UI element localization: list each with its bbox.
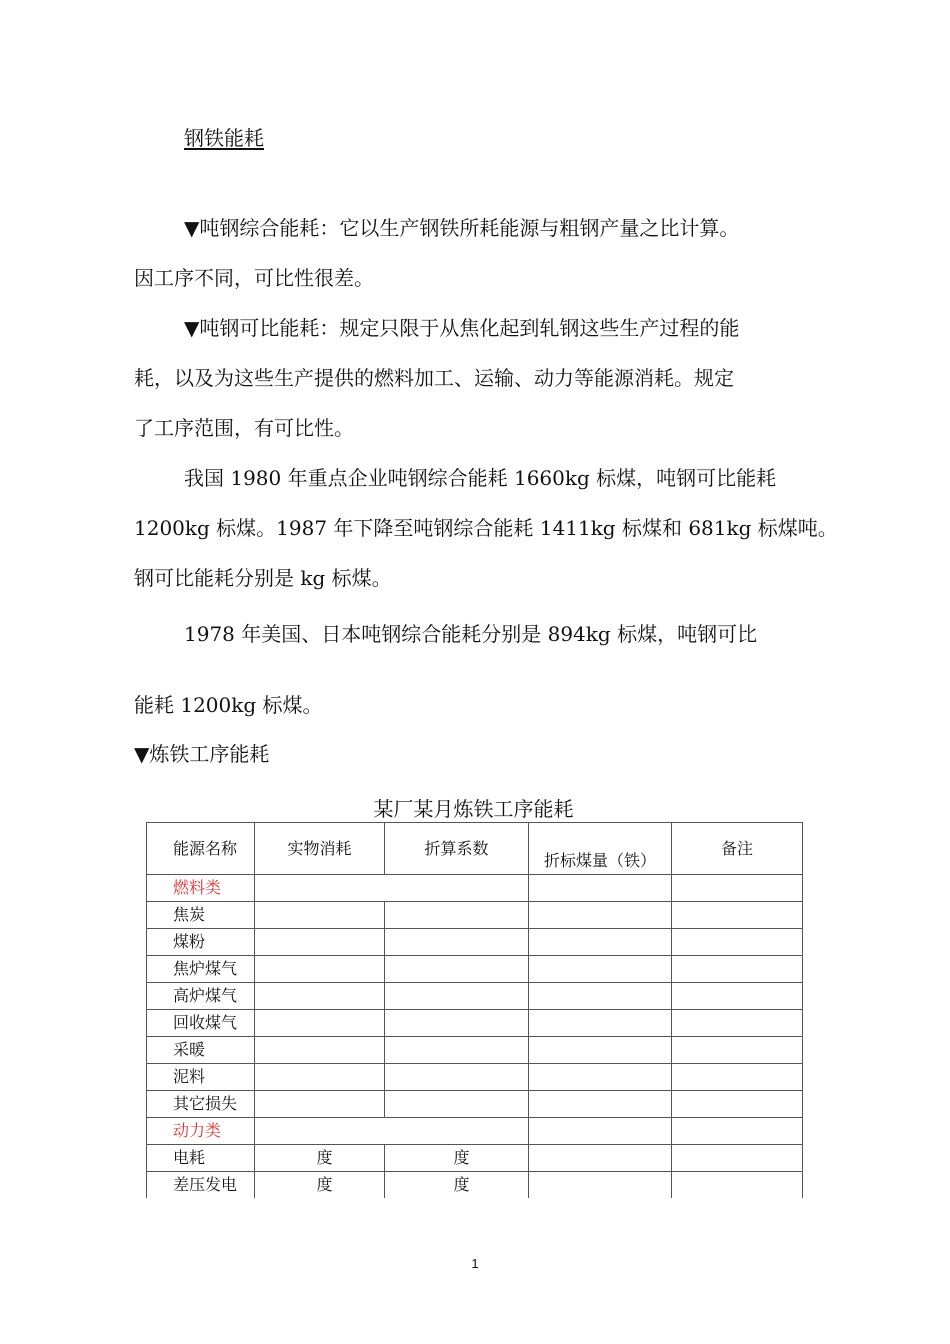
paragraph-line: ▼吨钢可比能耗：规定只限于从焦化起到轧钢这些生产过程的能 (184, 316, 740, 340)
paragraph-line: 因工序不同，可比性很差。 (134, 266, 374, 290)
section-heading: ▼炼铁工序能耗 (134, 742, 270, 766)
table-cell (385, 956, 529, 983)
table-cell (529, 1064, 672, 1091)
category-fuel: 燃料类 (147, 875, 255, 902)
header-physical-consumption: 实物消耗 (255, 823, 385, 875)
table-cell (385, 1091, 529, 1118)
category-row (147, 875, 803, 902)
paragraph-line: 耗，以及为这些生产提供的燃料加工、运输、动力等能源消耗。规定 (134, 366, 734, 390)
table-row (147, 956, 803, 983)
header-standard-coal: 折标煤量（铁） (529, 823, 672, 875)
table-cell (672, 1037, 803, 1064)
table-cell (385, 983, 529, 1010)
table-cell (672, 1091, 803, 1118)
table-cell (529, 1145, 672, 1172)
row-name: 其它损失 (147, 1091, 255, 1118)
table-cell (672, 875, 803, 902)
paragraph-line: 钢可比能耗分别是 kg 标煤。 (134, 566, 392, 590)
table-cell (529, 956, 672, 983)
row-name: 差压发电 (147, 1172, 255, 1199)
table-cell (672, 1145, 803, 1172)
unit-cell: 度 (255, 1172, 385, 1199)
table-cell (529, 1172, 672, 1199)
table-cell (385, 929, 529, 956)
header-conversion-factor: 折算系数 (385, 823, 529, 875)
category-row (147, 1118, 803, 1145)
paragraph-line: 1978 年美国、日本吨钢综合能耗分别是 894kg 标煤，吨钢可比 (184, 622, 758, 646)
table-cell (529, 929, 672, 956)
header-energy-name: 能源名称 (147, 823, 255, 875)
row-name: 泥料 (147, 1064, 255, 1091)
table-cell (385, 1010, 529, 1037)
category-power: 动力类 (147, 1118, 255, 1145)
table-cell (255, 983, 385, 1010)
table-header-row (147, 823, 803, 875)
table-title: 某厂某月炼铁工序能耗 (373, 797, 574, 821)
paragraph-line: 了工序范围，有可比性。 (134, 416, 354, 440)
table-cell (529, 875, 672, 902)
table-cell (255, 1091, 385, 1118)
table-row (147, 983, 803, 1010)
paragraph-line: 1200kg 标煤。1987 年下降至吨钢综合能耗 1411kg 标煤和 681kg 标煤吨。 (134, 516, 838, 540)
table-cell (672, 1118, 803, 1145)
page-number: 1 (471, 1256, 479, 1271)
unit-cell: 度 (385, 1172, 529, 1199)
table-cell (385, 902, 529, 929)
table-cell (385, 1064, 529, 1091)
table-cell (255, 902, 385, 929)
table-row (147, 1145, 803, 1172)
table-row (147, 1010, 803, 1037)
table-cell (529, 902, 672, 929)
table-cell (672, 983, 803, 1010)
document-heading: 钢铁能耗 (184, 126, 264, 150)
energy-table (146, 822, 803, 1198)
table-cell (385, 1037, 529, 1064)
table-cell (672, 1064, 803, 1091)
table-cell (529, 1037, 672, 1064)
paragraph-line: 能耗 1200kg 标煤。 (134, 693, 323, 717)
table-cell (255, 1064, 385, 1091)
table-cell (672, 956, 803, 983)
row-name: 焦炉煤气 (147, 956, 255, 983)
row-name: 采暖 (147, 1037, 255, 1064)
header-remarks: 备注 (672, 823, 803, 875)
table-cell (529, 1091, 672, 1118)
table-cell (255, 875, 529, 902)
table-row (147, 929, 803, 956)
table-cell (255, 1037, 385, 1064)
table-cell (672, 1172, 803, 1199)
table-cell (255, 929, 385, 956)
table-cell (529, 1118, 672, 1145)
table-cell (529, 983, 672, 1010)
row-name: 高炉煤气 (147, 983, 255, 1010)
table-cell (672, 929, 803, 956)
table-row (147, 1064, 803, 1091)
paragraph-line: ▼吨钢综合能耗：它以生产钢铁所耗能源与粗钢产量之比计算。 (184, 216, 740, 240)
table-row (147, 1091, 803, 1118)
table-cell (255, 1010, 385, 1037)
row-name: 焦炭 (147, 902, 255, 929)
table-cell (672, 1010, 803, 1037)
row-name: 电耗 (147, 1145, 255, 1172)
unit-cell: 度 (385, 1145, 529, 1172)
table-row (147, 1037, 803, 1064)
table-cell (529, 1010, 672, 1037)
table-row (147, 1172, 803, 1199)
table-cell (255, 1118, 529, 1145)
unit-cell: 度 (255, 1145, 385, 1172)
table-row (147, 902, 803, 929)
paragraph-line: 我国 1980 年重点企业吨钢综合能耗 1660kg 标煤，吨钢可比能耗 (184, 466, 777, 490)
table-cell (255, 956, 385, 983)
table-cell (672, 902, 803, 929)
row-name: 回收煤气 (147, 1010, 255, 1037)
row-name: 煤粉 (147, 929, 255, 956)
